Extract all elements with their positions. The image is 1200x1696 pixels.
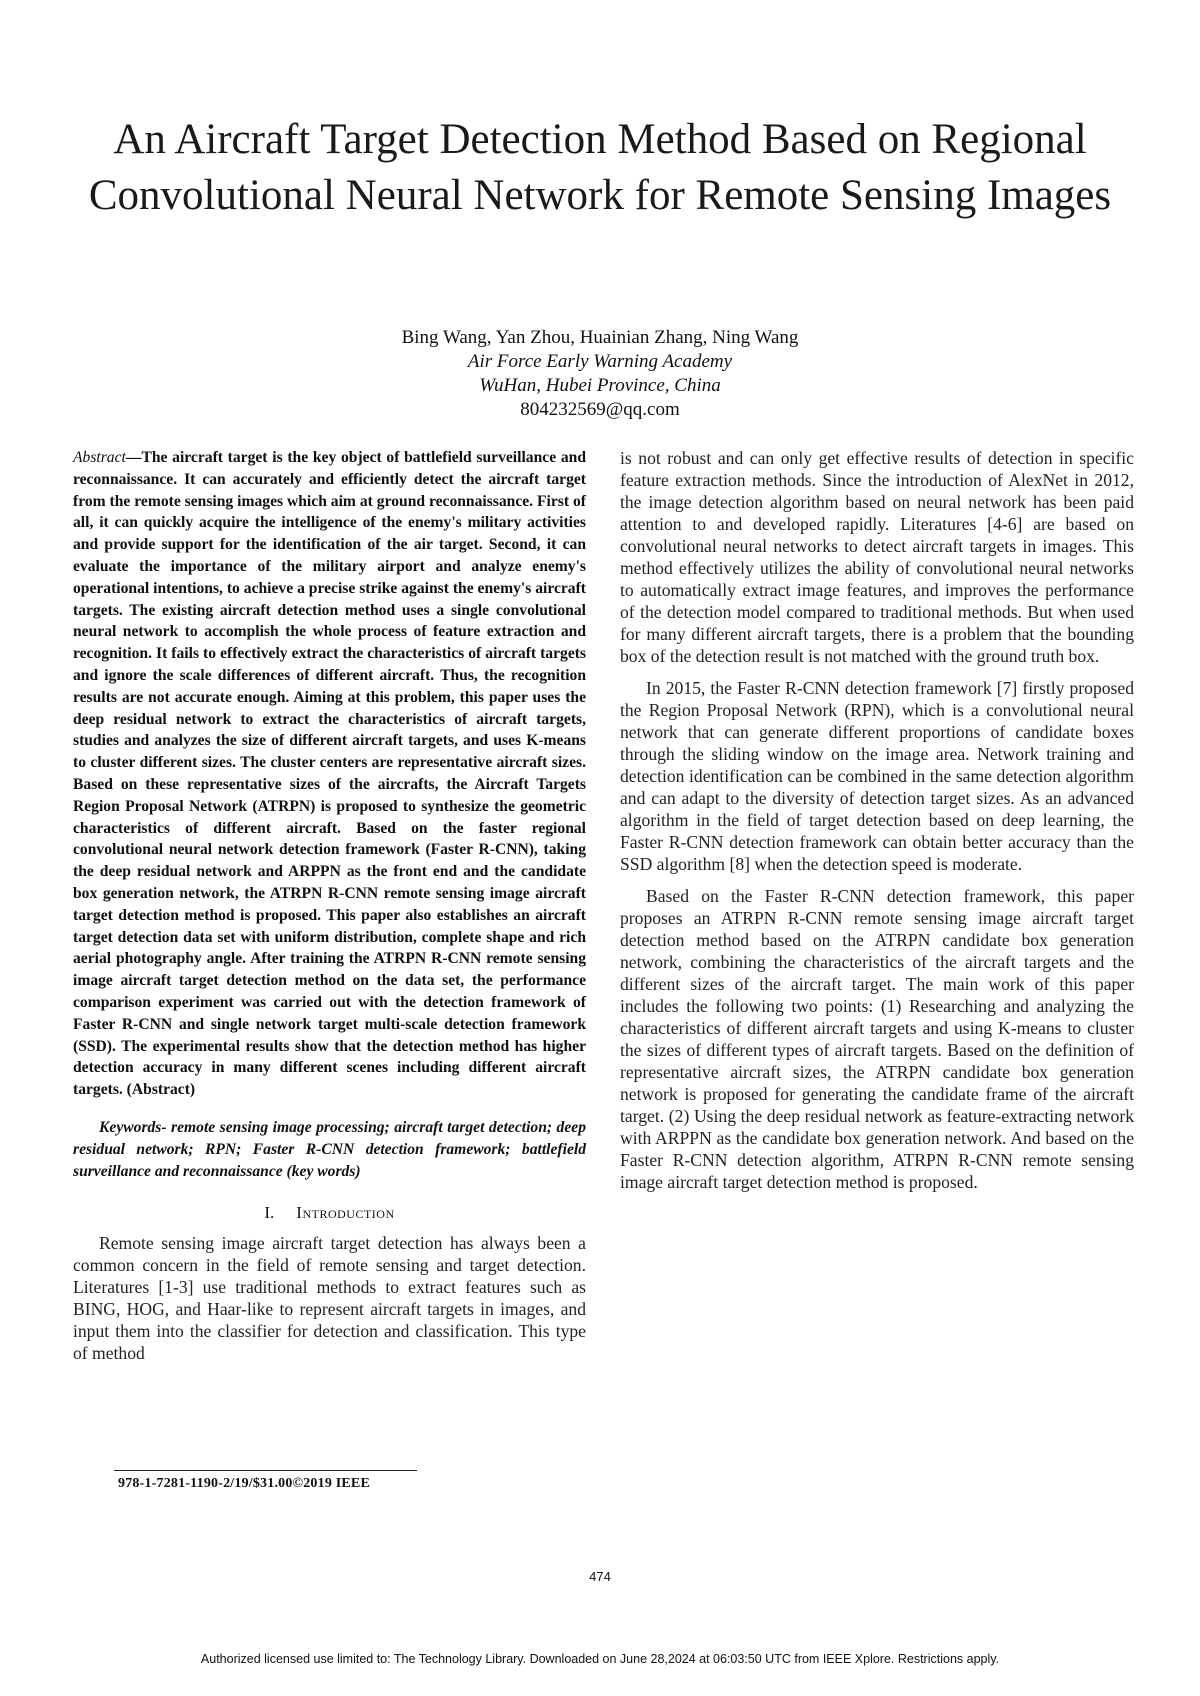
author-email: 804232569@qq.com xyxy=(520,399,680,420)
intro-paragraph: Remote sensing image aircraft target detection has always been a common concern in the field of remote sensing and target detection. Literatures [1-3] use traditional methods to extract features such as BING, HOG, and Haar-like to represent aircraft targets in images, and input them into the classifier for detection and classification. This type of method xyxy=(73,1233,586,1364)
page-number: 474 xyxy=(589,1569,611,1584)
affiliation-location: WuHan, Hubei Province, China xyxy=(479,375,721,396)
paper-title: An Aircraft Target Detection Method Based on Regional Convolutional Neural Network for Remote Sensing Images xyxy=(88,116,1112,219)
section-title: Introduction xyxy=(296,1203,395,1223)
section-heading-introduction xyxy=(73,1202,586,1224)
section-number: I. xyxy=(264,1203,275,1223)
abstract-dash: — xyxy=(125,449,142,466)
body-paragraph: Based on the Faster R-CNN detection framework, this paper proposes an ATRPN R-CNN remote sensing image aircraft target detection method based on the ATRPN candidate box generation network, combining the characteristics of the aircraft targets and the different sizes of the aircraft target. The main work of this paper includes the following two points: (1) Researching and analyzing the characteristics of different aircraft targets and using K-means to cluster the sizes of different types of aircraft targets. Based on the definition of representative aircraft sizes, the ATRPN candidate box generation network is proposed for generating the candidate frame of the aircraft target. (2) Using the deep residual network as feature-extracting network with ARPPN as the candidate box generation network. And based on the Faster R-CNN detection algorithm, ATRPN R-CNN remote sensing image aircraft target detection method is proposed. xyxy=(620,886,1134,1192)
abstract xyxy=(73,447,586,1101)
body-paragraph: In 2015, the Faster R-CNN detection framework [7] firstly proposed the Region Proposal Network (RPN), which is a convolutional neural network that can generate different proportions of candidate boxes through the sliding window on the image area. Network training and detection identification can be combined in the same detection algorithm and can adapt to the diversity of detection target sizes. As an advanced algorithm in the field of target detection based on deep learning, the Faster R-CNN detection framework can obtain better accuracy than the SSD algorithm [8] when the detection speed is moderate. xyxy=(620,678,1134,874)
keywords: Keywords- remote sensing image processing; aircraft target detection; deep residual network; RPN; Faster R-CNN detection framework; battlefield surveillance and reconnaissance (key words) xyxy=(73,1118,586,1180)
left-column xyxy=(73,447,586,1364)
abstract-text: The aircraft target is the key object of battlefield surveillance and reconnaissance. It can accurately and efficiently detect the aircraft target from the remote sensing images which aim at ground reconnaissance. First of all, it can quickly acquire the intelligence of the enemy's military activities and provide support for the identification of the air target. Second, it can evaluate the importance of the military airport and analyze enemy's operational intentions, to achieve a precise strike against the enemy's aircraft targets. The existing aircraft detection method uses a single convolutional neural network to accomplish the whole process of feature extraction and recognition. It fails to effectively extract the characteristics of aircraft targets and ignore the scale differences of different aircraft. Thus, the recognition results are not accurate enough. Aiming at this problem, this paper uses the deep residual network to extract the characteristics of aircraft targets, studies and analyzes the size of different aircraft targets, and uses K-means to cluster different sizes. The cluster centers are representative aircraft sizes. Based on these representative sizes of the aircrafts, the Aircraft Targets Region Proposal Network (ATRPN) is proposed to synthesize the geometric characteristics of different aircraft. Based on the faster regional convolutional neural network detection framework (Faster R-CNN), taking the deep residual network and ARPPN as the front end and the candidate box generation network, the ATRPN R-CNN remote sensing image aircraft target detection method is proposed. This paper also establishes an aircraft target detection data set with uniform distribution, complete shape and rich aerial photography angle. After training the ATRPN R-CNN remote sensing image aircraft target detection method on the data set, the performance comparison experiment was carried out with the detection framework of Faster R-CNN and single network target multi-scale detection framework (SSD). The experimental results show that the detection method has higher detection accuracy in many different scenes including different aircraft targets. (Abstract) xyxy=(73,449,586,1099)
abstract-label: Abstract xyxy=(73,449,126,466)
footnote-divider xyxy=(114,1470,417,1471)
author-names: Bing Wang, Yan Zhou, Huainian Zhang, Ning Wang xyxy=(401,327,799,348)
affiliation: Air Force Early Warning Academy xyxy=(467,351,733,372)
author-block xyxy=(300,326,900,422)
body-paragraph: is not robust and can only get effective results of detection in specific feature extraction methods. Since the introduction of AlexNet in 2012, the image detection algorithm based on neural network has been paid attention to and developed rapidly. Literatures [4-6] are based on convolutional neural networks to detect aircraft targets in images. This method effectively utilizes the ability of convolutional neural networks to automatically extract image features, and improves the performance of the detection model compared to traditional methods. But when used for many different aircraft targets, there is a problem that the bounding box of the detection result is not matched with the ground truth box. xyxy=(620,448,1134,666)
license-notice: Authorized licensed use limited to: The Technology Library. Downloaded on June 28,2024 at 06:03:50 UTC from IEEE Xplore. Restrictions apply. xyxy=(200,1652,1000,1666)
right-column xyxy=(620,447,1134,1203)
copyright-footnote: 978-1-7281-1190-2/19/$31.00©2019 IEEE xyxy=(118,1476,370,1491)
